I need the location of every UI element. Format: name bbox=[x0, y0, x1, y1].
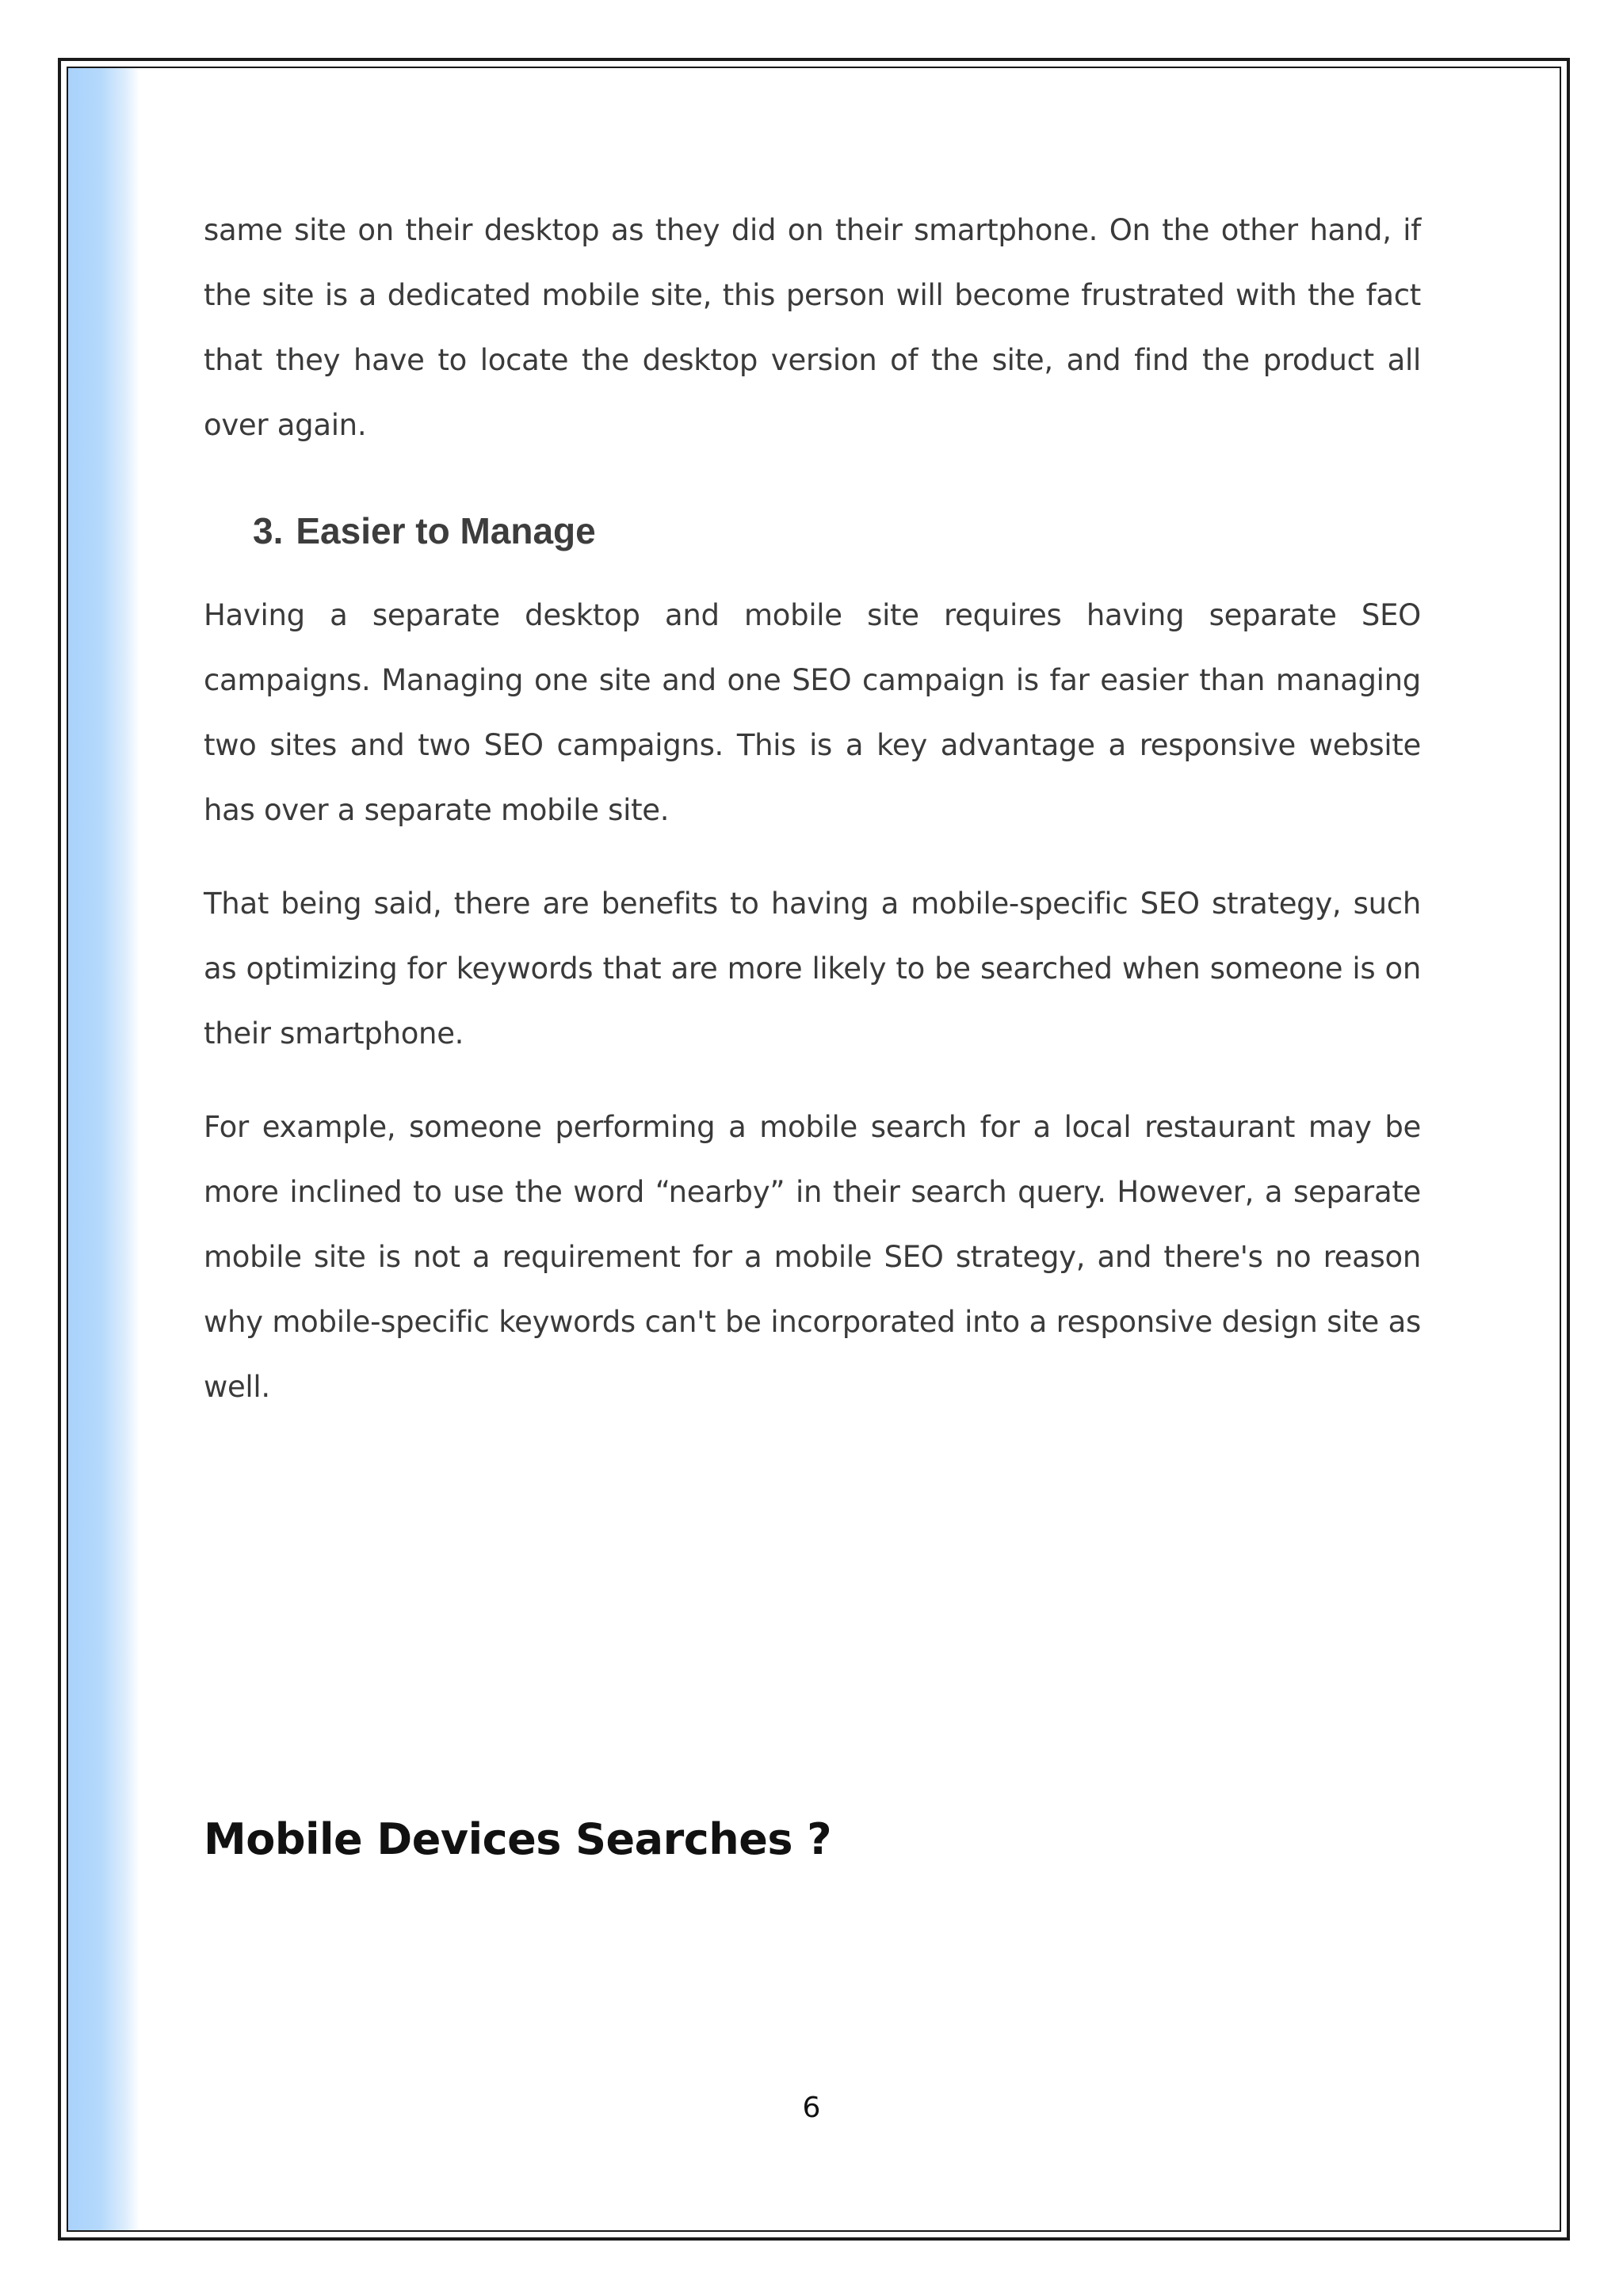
paragraph-2: That being said, there are benefits to having a mobile-specific SEO strategy, such as optimizing for keywords that are more likely to be searched when someone is on their smartphone. bbox=[204, 887, 1421, 1051]
section-heading bbox=[253, 507, 1421, 555]
section-title: Easier to Manage bbox=[296, 510, 596, 551]
page-number: 6 bbox=[802, 2092, 821, 2124]
paragraph-1: Having a separate desktop and mobile site requires having separate SEO campaigns. Managing one site and one SEO campaign is far easier than managing two sites and two SEO campaigns. This is a key advantage a responsive website has over a separate mobile site. bbox=[204, 598, 1421, 827]
intro-paragraph: same site on their desktop as they did on their smartphone. On the other hand, if the site is a dedicated mobile site, this person will become frustrated with the fact that they have to locate the desktop version of the site, and find the product all over again. bbox=[204, 213, 1421, 442]
page-content bbox=[204, 198, 1421, 1420]
paragraph-3: For example, someone performing a mobile search for a local restaurant may be more inclined to use the word “nearby” in their search query. However, a separate mobile site is not a requirement for a mobile SEO strategy, and there's no reason why mobile-specific keywords can't be incorporated into a responsive design site as well. bbox=[204, 1110, 1421, 1404]
side-gradient-bar bbox=[68, 68, 139, 2230]
next-section-heading: Mobile Devices Searches ? bbox=[204, 1814, 832, 1864]
section-number: 3. bbox=[253, 510, 284, 551]
